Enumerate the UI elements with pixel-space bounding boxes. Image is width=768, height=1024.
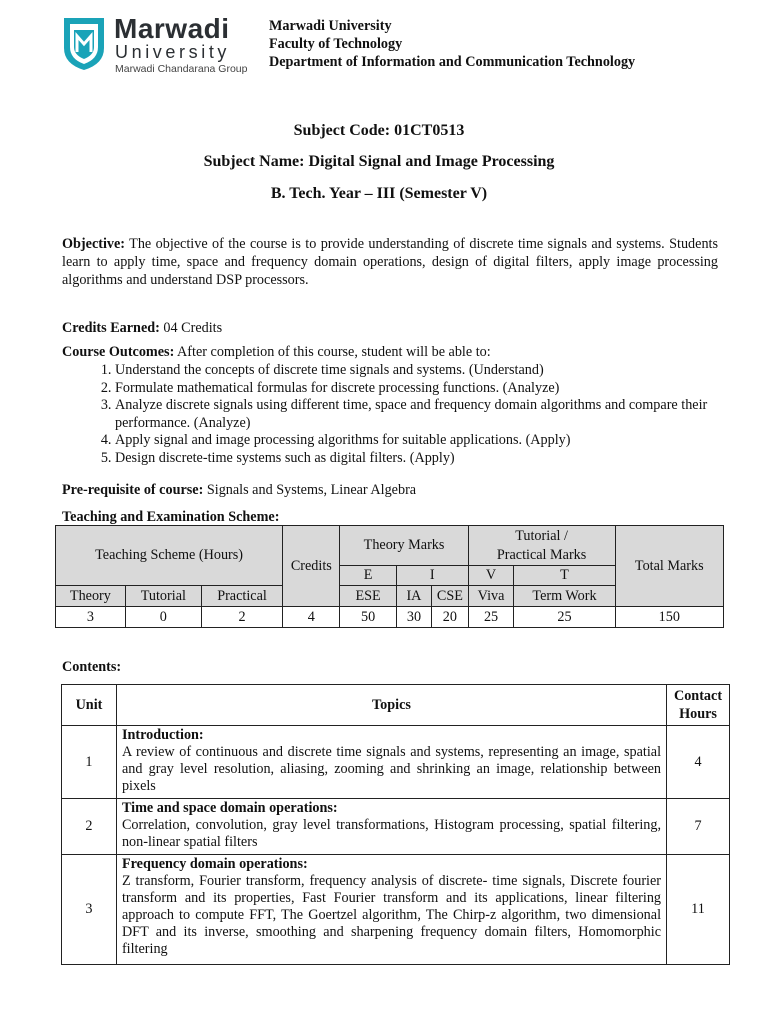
contents-table — [61, 684, 730, 965]
topic-title: Time and space domain operations: — [121, 800, 338, 816]
prerequisite-label: Pre-requisite of course: — [62, 482, 204, 498]
unit-number: 2 — [62, 799, 117, 855]
objective-paragraph — [62, 235, 718, 289]
contact-hours: 4 — [667, 726, 730, 799]
objective-text: The objective of the course is to provide understanding of discrete time signals and systems. Students learn to apply time, space and frequency domain operations, design of digital filters, apply image processing algorithms and understand DSP processors. — [62, 236, 718, 288]
cse-value: 20 — [432, 607, 468, 628]
list-item: 2. Formulate mathematical formulas for discrete processing functions. (Analyze) — [115, 380, 722, 398]
topic-text: A review of continuous and discrete time signals and systems, representing an image, spatial and gray level resolution, aliasing, zooming and shrinking an image, relationship between pixels — [121, 744, 662, 794]
contents-title: Contents: — [62, 659, 122, 675]
objective-label: Objective: — [62, 236, 126, 252]
shield-logo-icon — [60, 14, 108, 72]
practical-header: Practical — [201, 586, 282, 607]
university-name: Marwadi University — [269, 18, 392, 34]
topic-text: Z transform, Fourier transform, frequency analysis of discrete- time signals, Discrete fourier transform and its properties, Fast Fourier transform and its applications, linear filtering approach to compute FFT, The Goertzel algorithm, The Chirp-z algorithm, two dimensional DFT and its inverse, smoothing and sharpening frequency domain filters, Homomorphic filtering — [121, 873, 662, 957]
prerequisite-line — [62, 481, 718, 499]
cse-header: CSE — [432, 586, 468, 607]
list-item: 1. Understand the concepts of discrete time signals and systems. (Understand) — [115, 362, 722, 380]
topics-header: Topics — [116, 685, 666, 726]
subject-year: B. Tech. Year – III (Semester V) — [270, 185, 488, 202]
tutorial-marks-header — [468, 526, 615, 566]
topic-cell — [116, 726, 666, 799]
subject-name: Subject Name: Digital Signal and Image Processing — [203, 153, 555, 170]
prerequisite-value: Signals and Systems, Linear Algebra — [203, 482, 417, 498]
theory-marks-header: Theory Marks — [340, 526, 468, 566]
viva-header: Viva — [468, 586, 514, 607]
ia-value: 30 — [396, 607, 431, 628]
topic-title: Frequency domain operations: — [121, 856, 308, 872]
list-item: 3. Analyze discrete signals using different time, space and frequency domain algorithms and compare their performance. (Analyze) — [115, 397, 722, 432]
total-marks-header: Total Marks — [615, 526, 723, 607]
hours-header — [667, 685, 730, 726]
table-row — [56, 607, 724, 628]
practical-value: 2 — [201, 607, 282, 628]
term-work-header: Term Work — [514, 586, 615, 607]
hours-header-line1: Contact — [673, 688, 723, 704]
tutorial-marks-line2: Practical Marks — [496, 546, 587, 563]
university-logo — [58, 12, 258, 78]
t-header: T — [514, 566, 615, 586]
topic-text: Correlation, convolution, gray level transformations, Histogram processing, spatial filtering, non-linear spatial filters — [121, 817, 662, 850]
viva-value: 25 — [468, 607, 514, 628]
teaching-scheme-header: Teaching Scheme (Hours) — [56, 526, 283, 586]
term-work-value: 25 — [514, 607, 615, 628]
scheme-table — [55, 525, 724, 628]
credits-header: Credits — [283, 526, 340, 607]
theory-header: Theory — [56, 586, 126, 607]
ia-header: IA — [396, 586, 431, 607]
outcomes-intro-line — [62, 343, 718, 361]
credits-line — [62, 319, 718, 337]
tutorial-header: Tutorial — [125, 586, 201, 607]
logo-university: University — [115, 42, 231, 62]
outcomes-label: Course Outcomes: — [62, 344, 175, 360]
unit-number: 1 — [62, 726, 117, 799]
table-row — [62, 855, 730, 965]
tutorial-value: 0 — [125, 607, 201, 628]
outcomes-list — [62, 362, 722, 467]
unit-number: 3 — [62, 855, 117, 965]
table-row — [62, 726, 730, 799]
total-value: 150 — [615, 607, 723, 628]
table-row — [62, 799, 730, 855]
i-header: I — [396, 566, 468, 586]
tutorial-marks-line1: Tutorial / — [515, 527, 568, 544]
subject-code: Subject Code: 01CT0513 — [293, 122, 465, 139]
scheme-title: Teaching and Examination Scheme: — [62, 509, 280, 525]
list-item: 5. Design discrete-time systems such as digital filters. (Apply) — [115, 450, 722, 468]
topic-cell — [116, 799, 666, 855]
e-header: E — [340, 566, 396, 586]
topic-cell — [116, 855, 666, 965]
theory-value: 3 — [56, 607, 126, 628]
logo-wordmark: Marwadi — [114, 13, 230, 44]
credits-label: Credits Earned: — [62, 320, 160, 336]
hours-header-line2: Hours — [679, 706, 717, 722]
ese-value: 50 — [340, 607, 396, 628]
institution-header — [269, 17, 635, 71]
logo-group: Marwadi Chandarana Group — [115, 63, 248, 75]
contact-hours: 11 — [667, 855, 730, 965]
department-name: Department of Information and Communication Technology — [269, 54, 636, 70]
unit-header: Unit — [62, 685, 117, 726]
contact-hours: 7 — [667, 799, 730, 855]
list-item: 4. Apply signal and image processing algorithms for suitable applications. (Apply) — [115, 432, 722, 450]
ese-header: ESE — [340, 586, 396, 607]
faculty-name: Faculty of Technology — [269, 36, 403, 52]
outcomes-intro: After completion of this course, student will be able to: — [174, 344, 491, 360]
v-header: V — [468, 566, 514, 586]
topic-title: Introduction: — [121, 727, 204, 743]
credits-value: 04 Credits — [159, 320, 223, 336]
credits-value-cell: 4 — [283, 607, 340, 628]
